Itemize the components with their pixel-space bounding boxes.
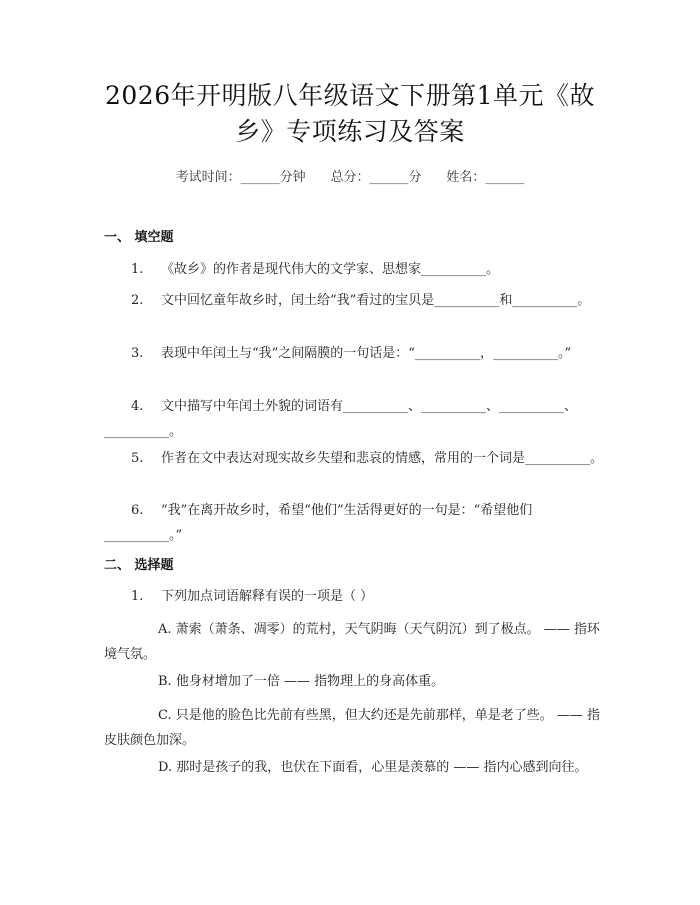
question-number: 1.: [131, 262, 144, 277]
question-number: 1.: [131, 589, 144, 604]
question-number: 3.: [131, 346, 144, 361]
section-heading-choice: 二、 选择题: [104, 558, 174, 573]
choice-option-a: A. 萧索（萧条、凋零）的荒村，天气阴晦（天气阴沉）到了极点。 —— 指环境气氛。: [104, 622, 600, 662]
score-label: 总分：: [330, 170, 370, 185]
question-text: 作者在文中表达对现实故乡失望和悲哀的情感，常用的一个词是__________。: [161, 451, 604, 466]
question-item: [104, 341, 604, 366]
question-item: [104, 394, 604, 444]
section-heading-fill: 一、 填空题: [104, 230, 174, 245]
time-unit: 分钟: [279, 170, 306, 185]
question-number: 5.: [131, 451, 144, 466]
name-blank: ______: [485, 170, 525, 185]
question-text: 《故乡》的作者是现代伟大的文学家、思想家__________。: [161, 262, 500, 277]
score-blank: ______: [369, 170, 409, 185]
time-label: 考试时间：: [175, 170, 241, 185]
name-label: 姓名：: [446, 170, 486, 185]
question-number: 4.: [131, 399, 144, 414]
question-text: 下列加点词语解释有误的一项是（ ）: [161, 589, 374, 604]
question-number: 2.: [131, 293, 144, 308]
score-unit: 分: [408, 170, 422, 185]
question-text: 文中回忆童年故乡时，闰土给“我”看过的宝贝是__________和__________。: [161, 293, 591, 308]
choice-option-d: D. 那时是孩子的我，也伏在下面看，心里是羡慕的 —— 指内心感到向往。: [158, 760, 588, 775]
choice-option-c: C. 只是他的脸色比先前有些黑，但大约还是先前那样，单是老了些。 —— 指皮肤颜色加深。: [104, 708, 601, 748]
question-item: [104, 446, 604, 471]
exam-meta: [0, 168, 700, 188]
question-item: [104, 584, 604, 609]
choice-option-b: B. 他身材增加了一倍 —— 指物理上的身高体重。: [158, 674, 445, 689]
question-text: “我”在离开故乡时，希望“他们”生活得更好的一句是：“希望他们__________。”: [104, 503, 533, 543]
question-number: 6.: [131, 503, 144, 518]
document-title: 2026年开明版八年级语文下册第1单元《故乡》专项练习及答案: [104, 81, 596, 146]
question-item: [104, 498, 604, 548]
question-item: [104, 257, 604, 282]
question-text: 文中描写中年闰土外貌的词语有__________、__________、__________、__________。: [104, 399, 578, 439]
question-item: [104, 288, 604, 313]
question-text: 表现中年闰土与“我”之间隔膜的一句话是：“__________，__________。”: [161, 346, 572, 361]
time-blank: ______: [240, 170, 280, 185]
